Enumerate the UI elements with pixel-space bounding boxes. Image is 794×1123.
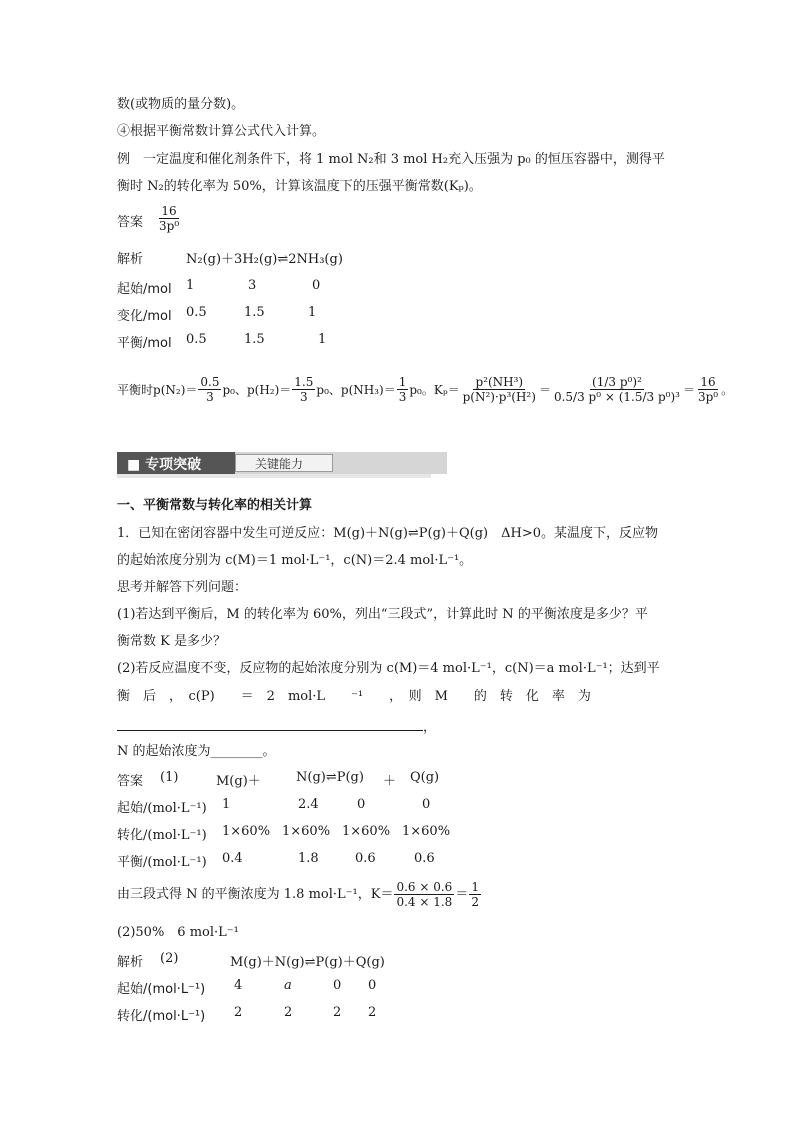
example-line-1: 例 一定温度和催化剂条件下，将 1 mol N₂和 3 mol H₂充入压强为 p₀ 的恒压容器中，测得平 <box>117 152 665 167</box>
p0-symbol: p₀ <box>409 382 422 397</box>
big-denominator: 0.5/3 p⁰ × (1.5/3 p⁰)³ <box>553 390 680 404</box>
row-value: 2 <box>234 1005 243 1020</box>
row-value: 0 <box>422 797 431 812</box>
row-value: 3 <box>248 278 257 293</box>
row-label: 平衡/(mol·L⁻¹) <box>117 855 207 870</box>
ph2-label: 、p(H₂)＝ <box>234 382 292 397</box>
answer-fraction <box>156 204 182 233</box>
question-line: N 的起始浓度为________。 <box>117 744 276 759</box>
fill-blank <box>117 716 423 731</box>
row-value: 0.5 <box>186 332 207 347</box>
kp-label: 。Kₚ＝ <box>421 382 460 397</box>
row-value: 2 <box>368 1005 377 1020</box>
row-value: 1 <box>186 278 195 293</box>
frac-num: 1.5 <box>294 375 314 389</box>
row-value: 0.6 <box>355 851 376 866</box>
row-label: 转化/(mol·L⁻¹) <box>117 828 207 843</box>
answer-label: 答案 <box>117 774 144 789</box>
row-value: 0 <box>357 797 366 812</box>
section-banner <box>117 452 431 474</box>
row-value: 0 <box>333 978 342 993</box>
question-line: 衡常数 K 是多少？ <box>117 634 226 649</box>
banner-title: ■ 专项突破 <box>127 457 202 473</box>
frac-den: 3 <box>206 390 214 404</box>
equilibrium-prefix: 平衡时 <box>117 382 154 397</box>
equals-sign: ＝ <box>455 886 469 902</box>
equation-part: M(g)＋ <box>216 774 261 789</box>
row-value: 1 <box>222 797 231 812</box>
intro-line-2: ④根据平衡常数计算公式代入计算。 <box>117 124 326 139</box>
p0-symbol: p₀ <box>222 382 235 397</box>
analysis-equation: M(g)＋N(g)⇌P(g)＋Q(g) <box>230 955 385 970</box>
frac-num: 1 <box>398 375 407 389</box>
row-value: 1×60% <box>402 824 451 839</box>
answer-numerator: 16 <box>161 204 177 218</box>
equation-part: Q(g) <box>410 770 440 785</box>
conclusion-text: 由三段式得 N 的平衡浓度为 1.8 mol·L⁻¹，K＝ <box>117 886 394 902</box>
question-line: (2)若反应温度不变，反应物的起始浓度分别为 c(M)＝4 mol·L⁻¹，c(N)＝a mol·L⁻¹；达到平 <box>117 661 660 676</box>
row-label: 变化/mol <box>117 309 172 324</box>
banner-shadow <box>117 474 431 478</box>
analysis-label: 解析 <box>117 252 144 267</box>
pnh3-label: 、p(NH₃)＝ <box>328 382 396 397</box>
answer-blank-line <box>117 716 436 737</box>
k-conclusion-line <box>117 880 482 909</box>
row-value: 0.5 <box>186 305 207 320</box>
banner-subtitle: 关键能力 <box>255 457 304 471</box>
equation-part: ＋ <box>383 774 397 789</box>
intro-line-1: 数(或物质的量分数)。 <box>117 97 245 112</box>
question-line: 1．已知在密闭容器中发生可逆反应：M(g)＋N(g)⇌P(g)＋Q(g) ΔH>0。某温度下，反应物 <box>117 526 659 541</box>
frac-den: 3 <box>300 390 308 404</box>
row-value: 1×60% <box>282 824 331 839</box>
analysis-part: (2) <box>160 951 179 966</box>
question-line: (1)若达到平衡后，M 的转化率为 60%，列出“三段式”，计算此时 N 的平衡浓度是多少？平 <box>117 607 648 622</box>
example-line-2: 衡时 N₂的转化率为 50%，计算该温度下的压强平衡常数(Kₚ)。 <box>117 179 482 194</box>
k-result-numerator: 1 <box>471 880 479 894</box>
frac-num: 0.5 <box>200 375 220 389</box>
p0-symbol: p₀ <box>316 382 329 397</box>
row-value: 1.5 <box>244 305 265 320</box>
answer-denominator: 3p⁰ <box>159 219 180 233</box>
answer-part-2: (2)50% 6 mol·L⁻¹ <box>117 925 239 940</box>
row-label: 起始/mol <box>117 282 172 297</box>
row-value: 1 <box>318 332 327 347</box>
end-mark: 。 <box>721 382 734 397</box>
row-value: 0.6 <box>414 851 435 866</box>
row-label: 平衡/mol <box>117 336 172 351</box>
k-denominator: 0.4 × 1.8 <box>396 895 453 909</box>
section-title: 一、平衡常数与转化率的相关计算 <box>117 498 313 513</box>
question-line: 思考并解答下列问题： <box>117 580 248 595</box>
frac-den: 3 <box>398 390 407 404</box>
kp-denominator: p(N²)·p³(H²) <box>462 390 536 404</box>
row-label: 起始/(mol·L⁻¹) <box>117 982 206 997</box>
row-value: 2.4 <box>298 797 319 812</box>
kp-numerator: p²(NH³) <box>475 375 524 389</box>
row-value: 2 <box>284 1005 293 1020</box>
row-label: 起始/(mol·L⁻¹) <box>117 801 207 816</box>
equals-sign: ＝ <box>538 382 551 397</box>
row-label: 转化/(mol·L⁻¹) <box>117 1009 206 1024</box>
row-value: 0 <box>312 278 321 293</box>
result-numerator: 16 <box>700 375 716 389</box>
row-value: 1×60% <box>222 824 271 839</box>
row-value: 0.4 <box>222 851 243 866</box>
big-numerator: (1/3 p⁰)² <box>592 375 642 389</box>
pn2-label: p(N₂)＝ <box>153 382 198 397</box>
answer-part: (1) <box>160 770 179 785</box>
row-value: 1 <box>308 305 317 320</box>
equilibrium-formula-line <box>117 375 733 404</box>
analysis-equation: N₂(g)＋3H₂(g)⇌2NH₃(g) <box>186 252 343 267</box>
equation-part: N(g)⇌P(g) <box>296 770 364 785</box>
analysis-label: 解析 <box>117 955 144 970</box>
question-line: 的起始浓度分别为 c(M)＝1 mol·L⁻¹，c(N)＝2.4 mol·L⁻¹。 <box>117 553 473 568</box>
equals-sign: ＝ <box>682 382 695 397</box>
row-value: 1×60% <box>342 824 391 839</box>
row-value: 1.8 <box>298 851 319 866</box>
row-value: a <box>284 978 292 993</box>
row-value: 4 <box>234 978 243 993</box>
row-value: 2 <box>333 1005 342 1020</box>
row-value: 0 <box>368 978 377 993</box>
k-numerator: 0.6 × 0.6 <box>396 880 453 894</box>
k-result-denominator: 2 <box>471 895 479 909</box>
blank-comma: ， <box>423 720 437 735</box>
question-line: 衡 后 ， c(P) ＝ 2 mol·L ⁻¹ ， 则 M 的 转 化 率 为 <box>117 689 591 704</box>
result-denominator: 3p⁰ <box>697 390 719 404</box>
row-value: 1.5 <box>244 332 265 347</box>
answer-label: 答案 <box>117 215 144 230</box>
